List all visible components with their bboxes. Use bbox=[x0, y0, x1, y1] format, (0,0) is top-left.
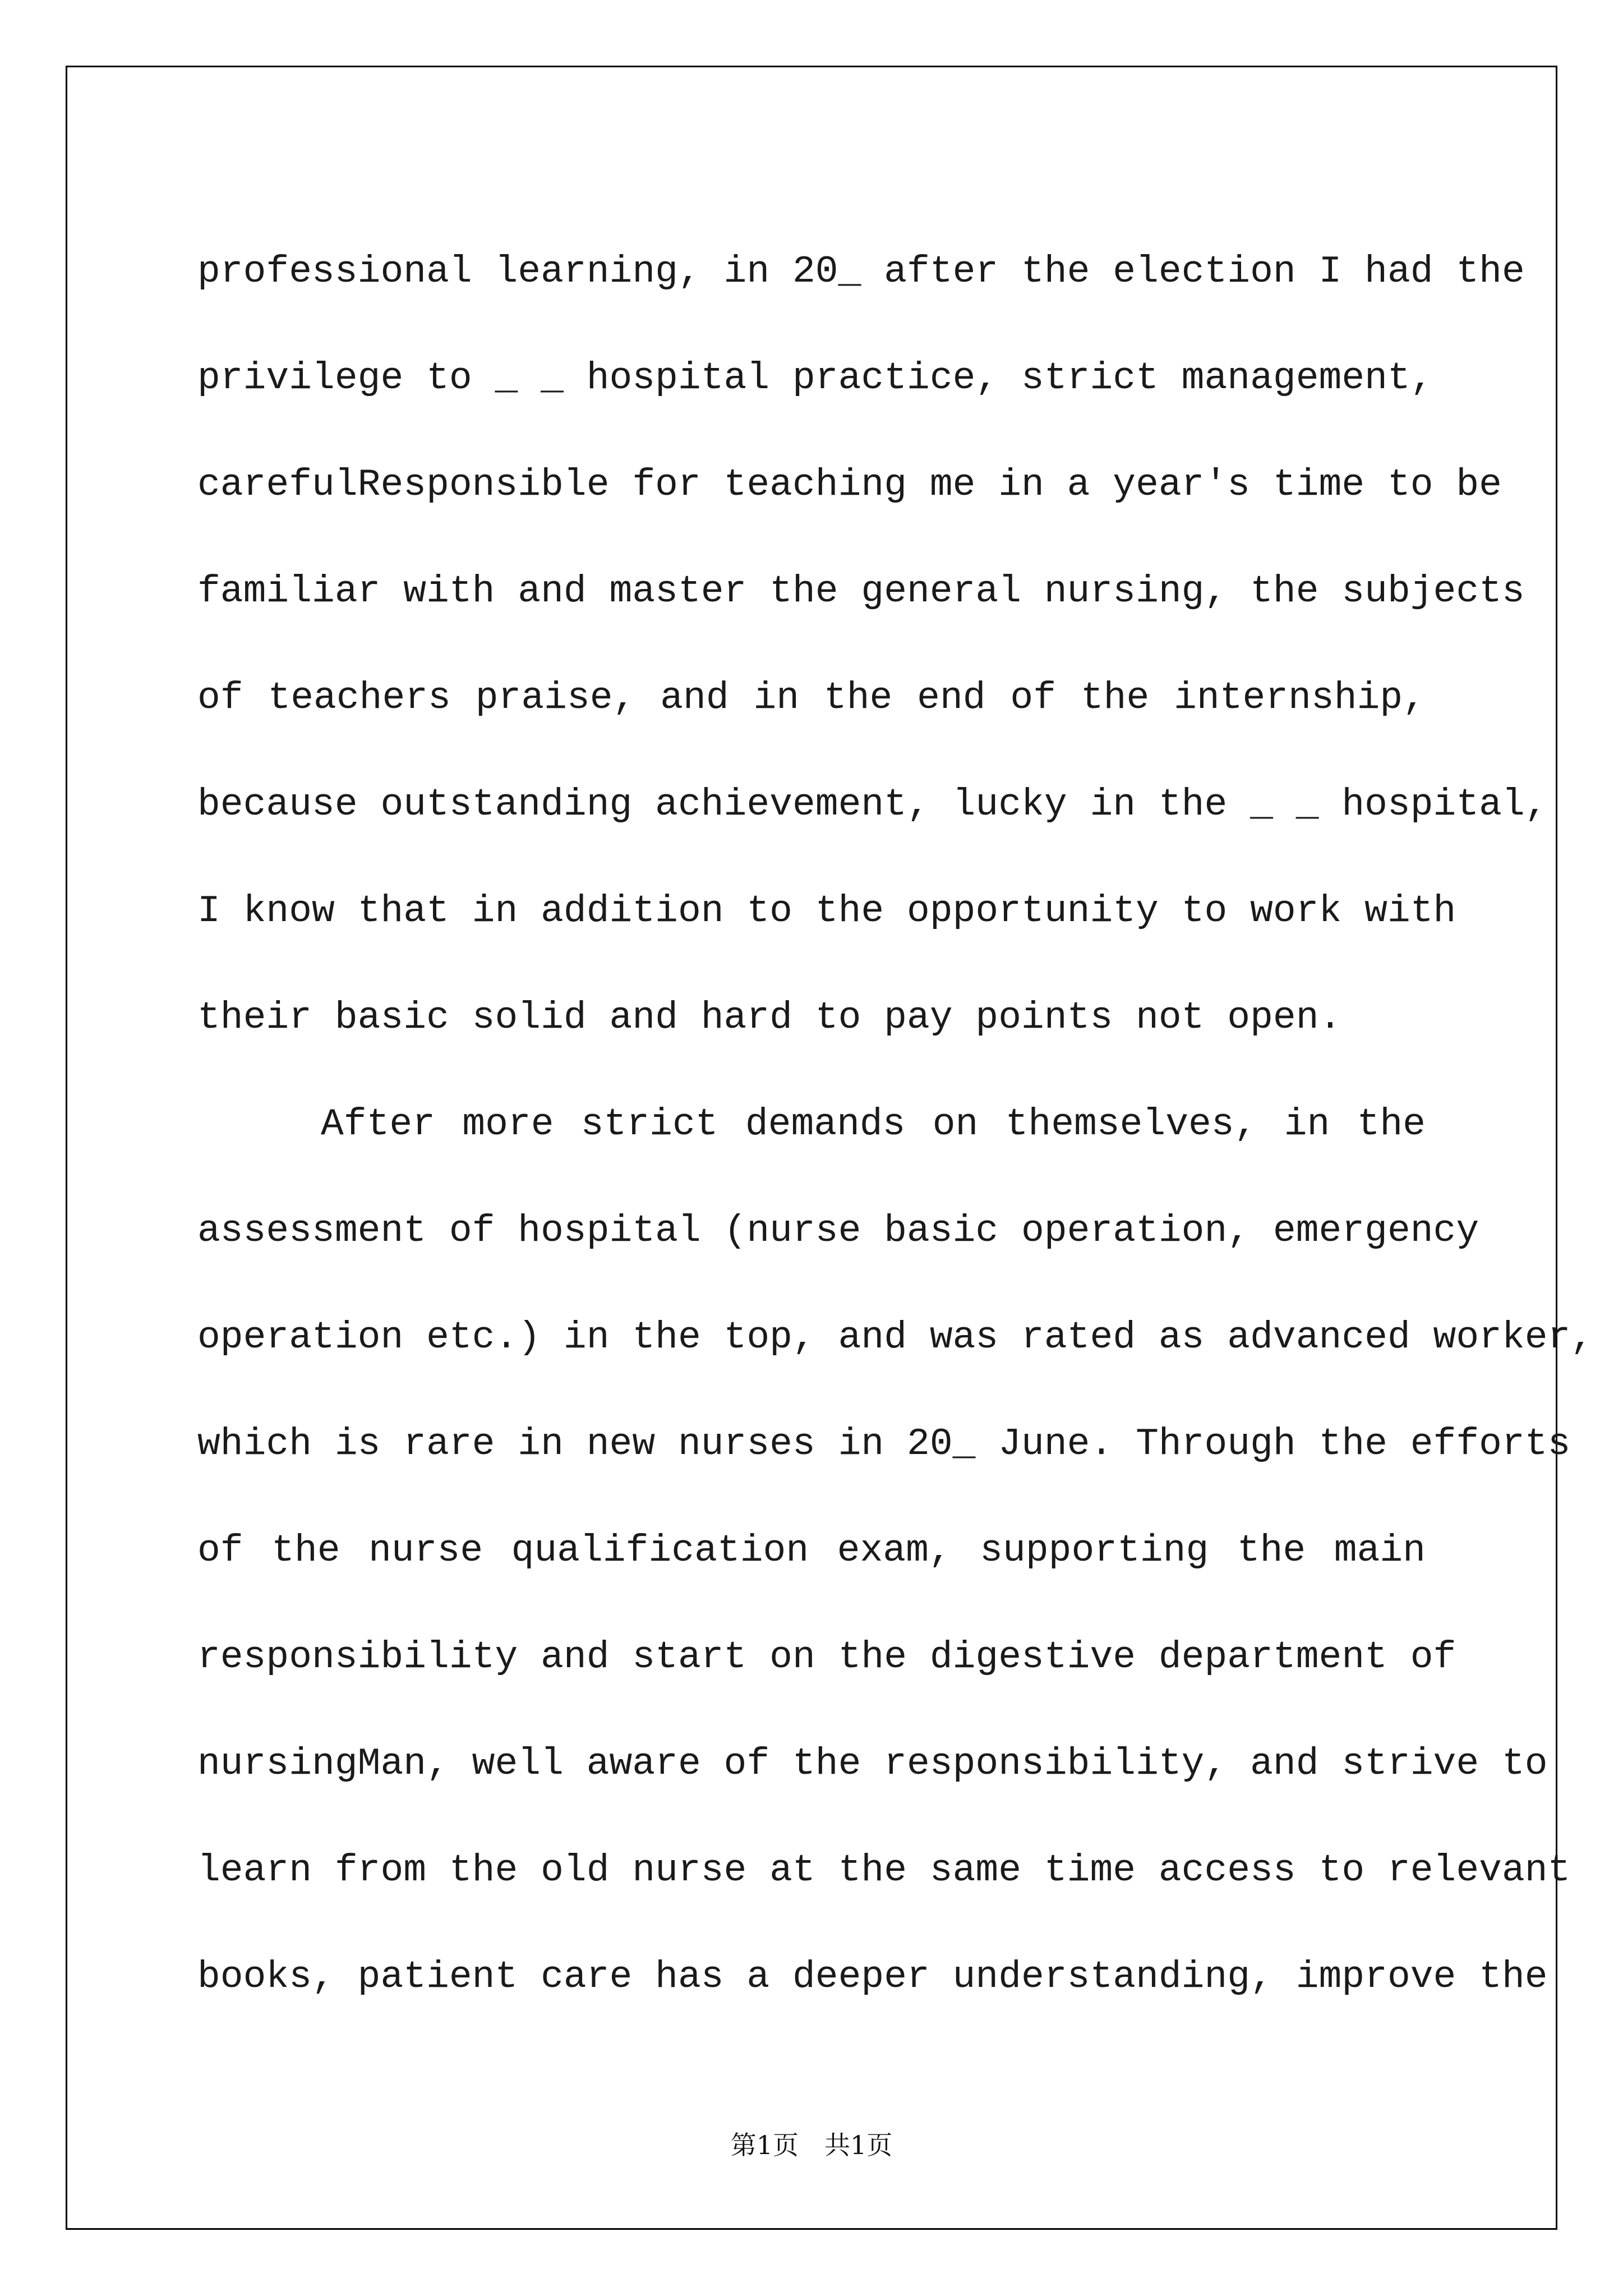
text-line: professional learning, in 20_ after the election I had the bbox=[197, 250, 1525, 293]
text-line: familiar with and master the general nursing, the subjects bbox=[197, 570, 1525, 613]
text-line: responsibility and start on the digestive department of bbox=[197, 1636, 1456, 1679]
page-footer bbox=[0, 2125, 1623, 2162]
text-line: assessment of hospital (nurse basic operation, emergency bbox=[197, 1209, 1479, 1253]
text-line: their basic solid and hard to pay points not open. bbox=[197, 996, 1342, 1039]
text-line: nursingMan, well aware of the responsibility, and strive to bbox=[197, 1742, 1548, 1786]
page-total: 共1页 bbox=[824, 2130, 893, 2160]
text-line: I know that in addition to the opportunity to work with bbox=[197, 890, 1456, 933]
text-line: After more strict demands on themselves, in the bbox=[321, 1103, 1426, 1146]
text-line: because outstanding achievement, lucky in the _ _ hospital, bbox=[197, 783, 1548, 826]
page-number: 第1页 bbox=[730, 2130, 799, 2160]
text-line: books, patient care has a deeper understanding, improve the bbox=[197, 1955, 1548, 1999]
text-line: of the nurse qualification exam, supporting the main bbox=[197, 1529, 1426, 1572]
text-line: privilege to _ _ hospital practice, strict management, bbox=[197, 357, 1433, 400]
text-line: carefulResponsible for teaching me in a year's time to be bbox=[197, 463, 1502, 507]
text-line: of teachers praise, and in the end of the internship, bbox=[197, 677, 1426, 720]
text-line: operation etc.) in the top, and was rated as advanced worker, bbox=[197, 1316, 1594, 1359]
text-line: learn from the old nurse at the same time access to relevant bbox=[197, 1849, 1571, 1892]
document-body bbox=[197, 219, 1594, 2031]
text-line: which is rare in new nurses in 20_ June. Through the efforts bbox=[197, 1423, 1571, 1466]
